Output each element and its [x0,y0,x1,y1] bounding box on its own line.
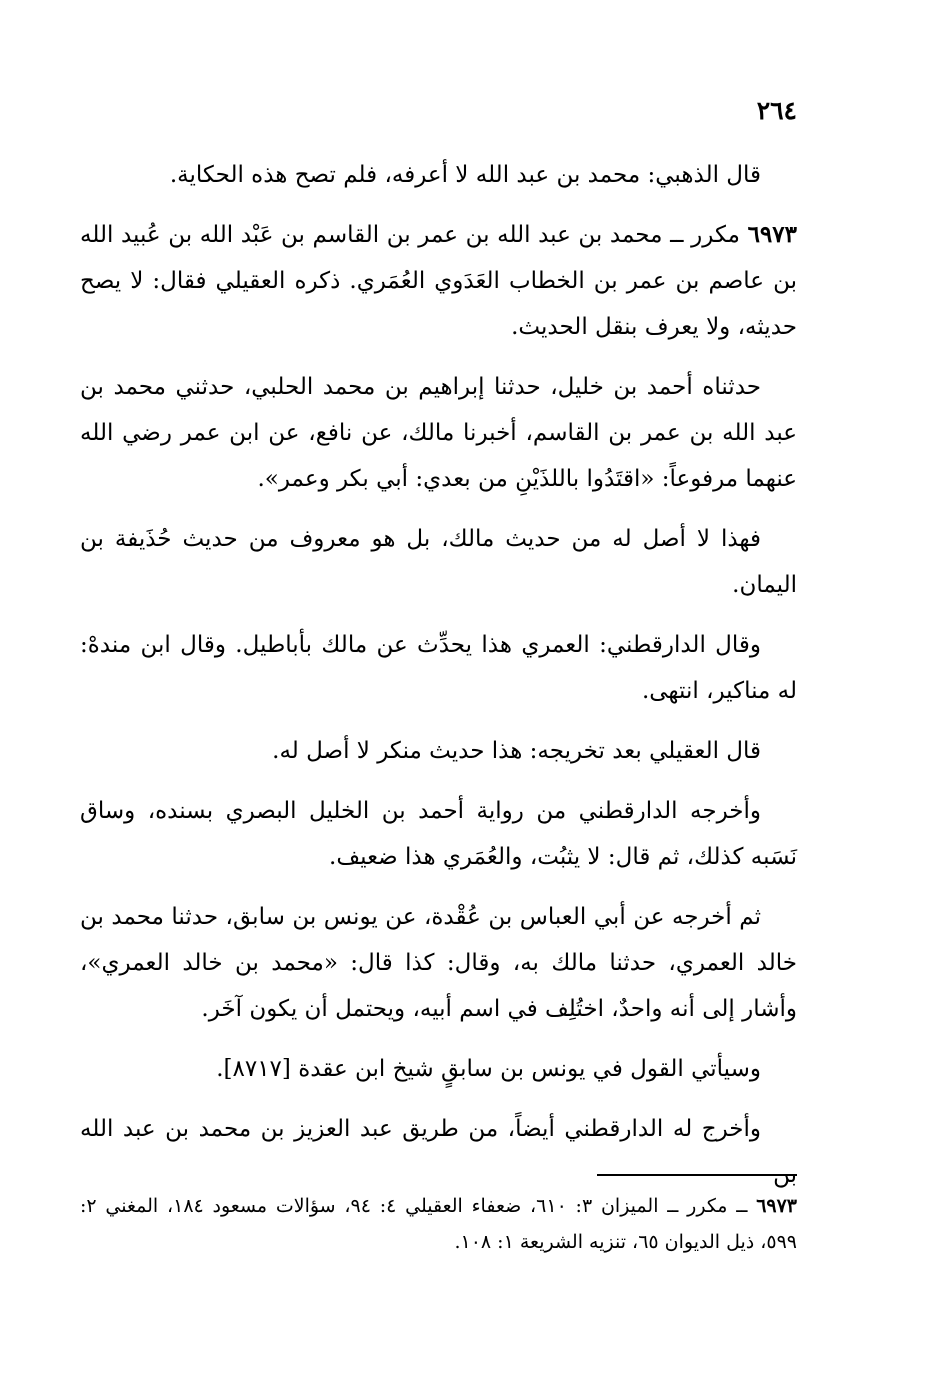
paragraph-text: مكرر ــ محمد بن عبد الله بن عمر بن القاسم بن عَبْد الله بن عُبيد الله بن عاصم بن عمر بن الخطاب العَدَوي العُمَري. ذكره العقيلي فقال: لا يصح حديثه، ولا يعرف بنقل الحديث. [80,222,797,340]
paragraph-text: ثم أخرجه عن أبي العباس بن عُقْدة، عن يونس بن سابق، حدثنا محمد بن خالد العمري، حدثنا مالك به، وقال: كذا قال: «محمد بن خالد العمري»، وأشار إلى أنه واحدٌ، اختُلِف في اسم أبيه، ويحتمل أن يكون آخَر. [80,904,797,1022]
paragraph-text: وقال الدارقطني: العمري هذا يحدِّث عن مالك بأباطيل. وقال ابن مندهْ: له مناكير، انتهى. [80,632,797,704]
paragraph [80,788,797,880]
paragraph [80,152,797,198]
paragraph [80,894,797,1032]
paragraph [80,1046,797,1092]
footnote-divider [597,1174,797,1176]
footnote [80,1188,797,1260]
page-body [80,152,797,1212]
entry-number: ٦٩٧٣ [747,221,797,248]
paragraph [80,516,797,608]
paragraph-text: وأخرج له الدارقطني أيضاً، من طريق عبد العزيز بن محمد بن عبد الله بن [80,1116,797,1188]
footnote-text: ــ مكرر ــ الميزان ٣: ٦١٠، ضعفاء العقيلي ٤: ٩٤، سؤالات مسعود ١٨٤، المغني ٢: ٥٩٩، ذيل الديوان ٦٥، تنزيه الشريعة ١: ١٠٨. [80,1195,797,1253]
paragraph [80,622,797,714]
paragraph [80,1106,797,1198]
paragraph-text: وأخرجه الدارقطني من رواية أحمد بن الخليل البصري بسنده، وساق نَسَبه كذلك، ثم قال: لا يثبُت، والعُمَري هذا ضعيف. [80,798,797,870]
paragraph-text: قال الذهبي: محمد بن عبد الله لا أعرفه، فلم تصح هذه الحكاية. [169,162,761,188]
paragraph [80,364,797,502]
paragraph-text: وسيأتي القول في يونس بن سابقٍ شيخ ابن عقدة [٨٧١٧]. [216,1056,761,1082]
entry-paragraph [80,212,797,350]
paragraph [80,728,797,774]
paragraph-text: قال العقيلي بعد تخريجه: هذا حديث منكر لا أصل له. [272,738,761,764]
page-number: ٢٦٤ [756,96,797,125]
paragraph-text: حدثناه أحمد بن خليل، حدثنا إبراهيم بن محمد الحلبي، حدثني محمد بن عبد الله بن عمر بن القاسم، أخبرنا مالك، عن نافع، عن ابن عمر رضي الله عنهما مرفوعاً: «اقتَدُوا باللذَيْنِ من بعدي: أبي بكر وعمر». [80,374,797,492]
footnote-number: ٦٩٧٣ [756,1195,798,1217]
paragraph-text: فهذا لا أصل له من حديث مالك، بل هو معروف من حديث حُذَيفة بن اليمان. [80,526,797,598]
